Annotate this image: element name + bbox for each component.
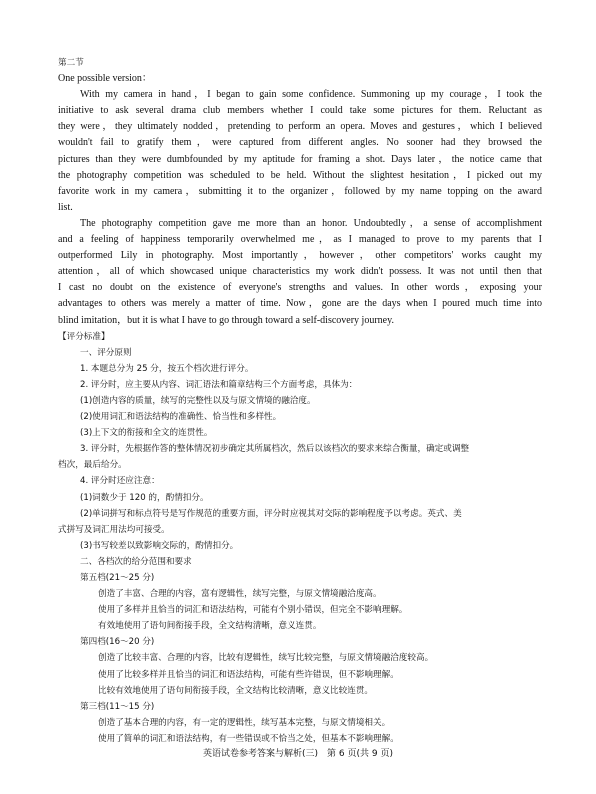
essay [58, 87, 542, 328]
essay-line: advantages to others was merely a matter of time. Now，gone are the days when I poured much time into [58, 298, 542, 310]
essay-line: I cast no doubt on the existence of everyone's strengths and values. In other words，exposing your [58, 282, 542, 294]
essay-line: attention，all of which showcased unique characteristics my work didn't possess. It was not until then that [58, 266, 542, 278]
essay-line: The photography competition gave me more than an honor. Undoubtedly，a sense of accomplishment [80, 217, 542, 229]
essay-line: outperformed Lily in photography. Most importantly，however，other competitors' works caught my [58, 250, 542, 262]
rubric-line: 式拼写及词汇用法均可接受。 [58, 524, 170, 535]
rubric-line: 比较有效地使用了语句间衔接手段，全文结构比较清晰，意义比较连贯。 [98, 685, 374, 696]
rubric-line: (1)词数少于 120 的，酌情扣分。 [80, 492, 209, 503]
grade-level-heading: 第三档(11～15 分) [80, 701, 155, 712]
rubric-line: (3)书写较差以致影响交际的，酌情扣分。 [80, 540, 239, 551]
rubric-line: 二、各档次的给分范围和要求 [80, 556, 192, 567]
essay-line: list. [58, 201, 73, 213]
rubric-line: 创造了基本合理的内容，有一定的逻辑性，续写基本完整，与原文情境相关。 [98, 717, 391, 728]
rubric-line: 3. 评分时，先根据作答的整体情况初步确定其所属档次，然后以该档次的要求来综合衡量，确定或调整 [80, 444, 470, 455]
rubric-line: 创造了比较丰富、合理的内容，比较有逻辑性，续写比较完整，与原文情境融洽度较高。 [98, 653, 434, 664]
essay-line: With my camera in hand，I began to gain some confidence. Summoning up my courage，I took the [80, 89, 542, 101]
rubric-line: 2. 评分时，应主要从内容、词汇语法和篇章结构三个方面考虑，具体为： [80, 379, 358, 390]
rubric-line: 4. 评分时还应注意： [80, 476, 160, 487]
rubric-line: (3)上下文的衔接和全文的连贯性。 [80, 428, 213, 439]
essay-line: initiative to ask several drama club members whether I could take some pictures for them. Reluctant as [58, 105, 542, 117]
rubric-line: (2)单词拼写和标点符号是写作规范的重要方面，评分时应视其对交际的影响程度予以考虑。英式、美 [80, 508, 462, 519]
rubric-line: 使用了比较多样并且恰当的词汇和语法结构，可能有些许错误，但不影响理解。 [98, 669, 399, 680]
rubric [58, 329, 542, 747]
page-footer: 英语试卷参考答案与解析(三) 第 6 页(共 9 页) [203, 749, 393, 759]
essay-line: favorite work in my camera，submitting it to the organizer，followed by my name topping on the award [58, 185, 542, 197]
essay-line: and a feeling of happiness temporarily overwhelmed me，as I managed to prove to my parents that I [58, 234, 542, 246]
essay-line: they were，they ultimately nodded，pretending to perform an opera. Moves and gestures，which I believed [58, 121, 542, 133]
rubric-line: 创造了丰富、合理的内容，富有逻辑性，续写完整，与原文情境融洽度高。 [98, 589, 382, 600]
rubric-heading: 【评分标准】 [58, 331, 110, 342]
rubric-line: 有效地使用了语句间衔接手段，全文结构清晰，意义连贯。 [98, 621, 322, 632]
rubric-line: 一、评分原则 [80, 347, 132, 358]
rubric-line: 使用了多样并且恰当的词汇和语法结构，可能有个别小错误，但完全不影响理解。 [98, 605, 408, 616]
page-content [58, 55, 542, 747]
rubric-line: 使用了简单的词汇和语法结构，有一些错误或不恰当之处，但基本不影响理解。 [98, 733, 399, 744]
essay-line: pictures than they were dumbfounded by my aptitude for framing a shot. Days later，the notice came that [58, 153, 542, 165]
grade-level-heading: 第五档(21～25 分) [80, 573, 155, 583]
section-title: 第二节 [58, 58, 84, 68]
rubric-line: 1. 本题总分为 25 分，按五个档次进行评分。 [80, 363, 254, 374]
essay-line: the photography competition was scheduled to be held. Without the slightest hesitation，I picked out my [58, 169, 542, 181]
grade-level-heading: 第四档(16～20 分) [80, 637, 155, 648]
rubric-line: (1)创造内容的质量，续写的完整性以及与原文情境的融洽度。 [80, 395, 316, 406]
essay-line: wouldn't fail to gratify them，were captured from different angles. No sooner had they browsed the [58, 137, 542, 149]
rubric-line: (2)使用词汇和语法结构的准确性、恰当性和多样性。 [80, 412, 282, 423]
version-label: One possible version： [58, 73, 152, 85]
essay-line: blind imitation，but it is what I have to go through toward a self-discovery journey. [58, 314, 394, 326]
rubric-line: 档次，最后给分。 [58, 460, 127, 471]
